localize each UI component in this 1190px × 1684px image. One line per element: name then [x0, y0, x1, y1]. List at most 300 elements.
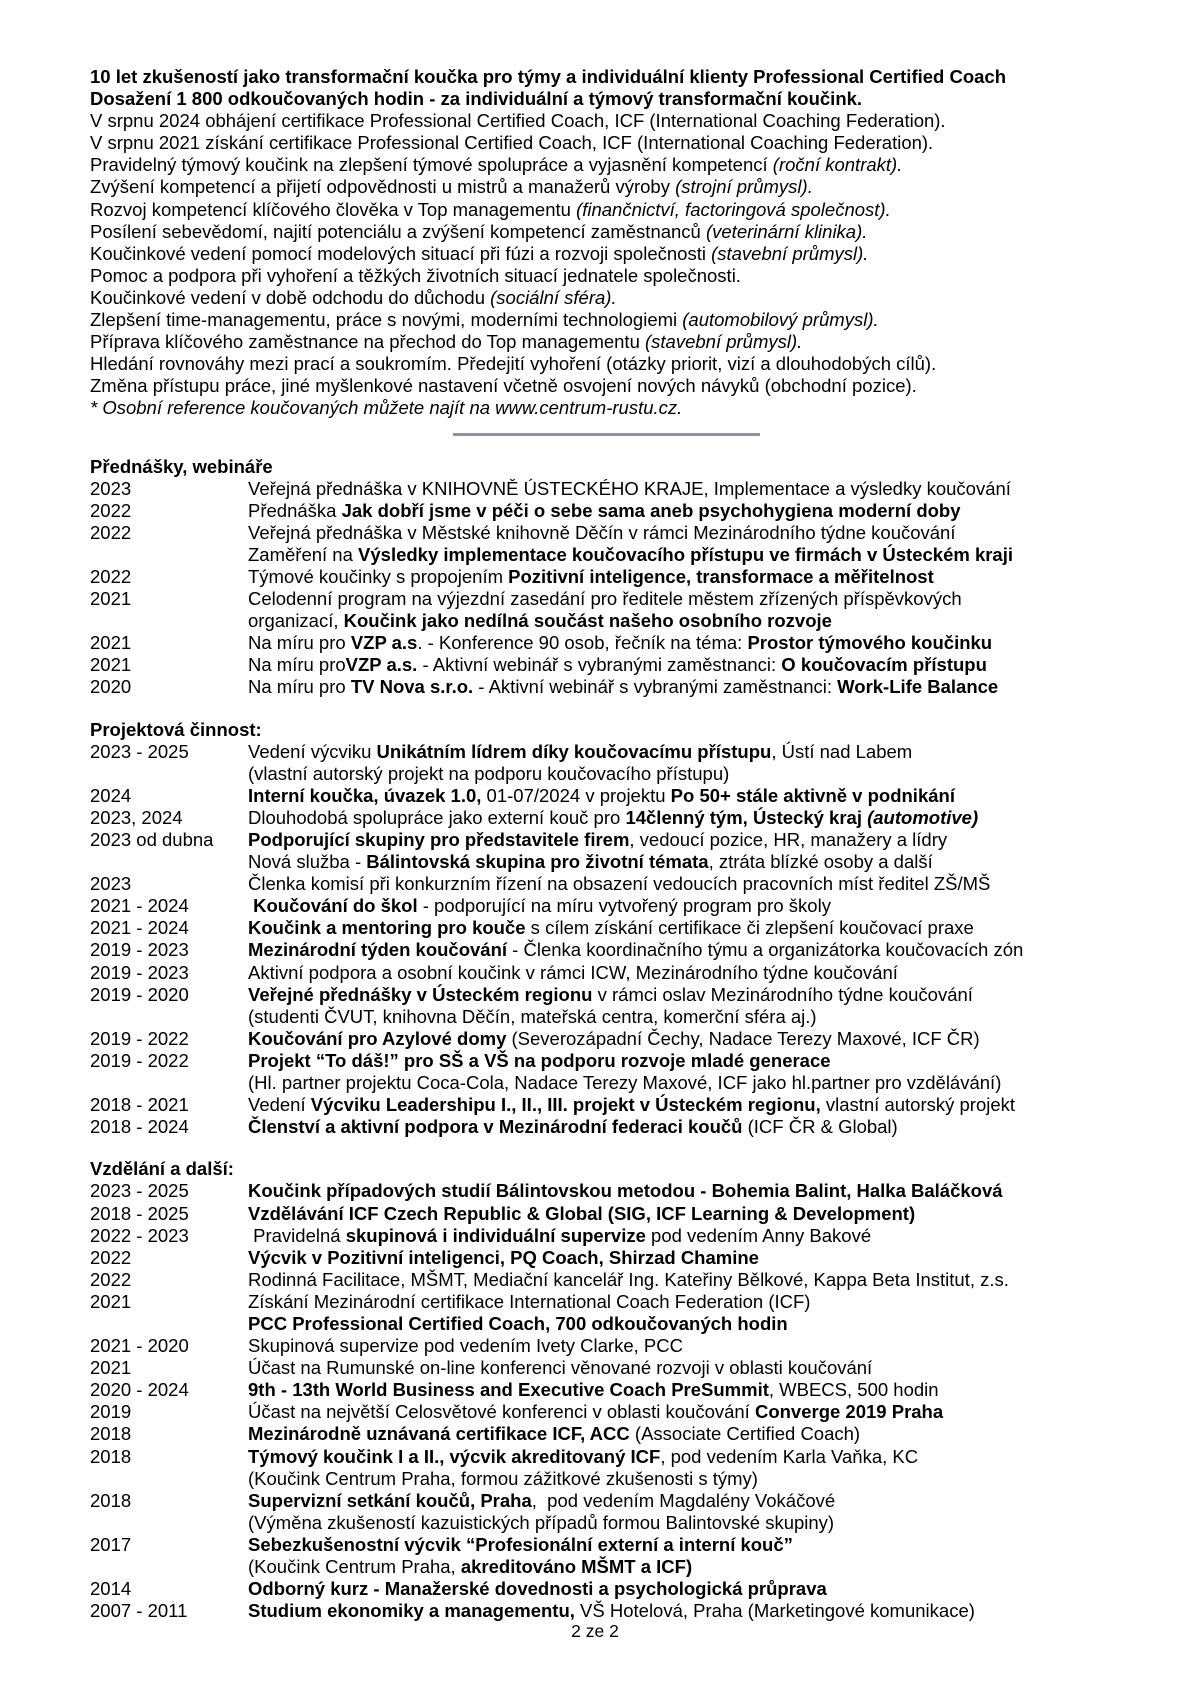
entry-year: 2019 - 2023	[90, 961, 189, 983]
text-segment: Členství a aktivní podpora v Mezinárodní federaci koučů	[248, 1116, 743, 1138]
text-line	[248, 1379, 1154, 1401]
text-segment: Koučování pro Azylové domy	[248, 1027, 507, 1049]
entry-year: 2023	[90, 477, 132, 499]
entry-row	[90, 588, 1154, 632]
entry-row	[90, 895, 1154, 917]
text-segment: Vedení výcviku	[248, 740, 377, 762]
text-segment: Pravidelný týmový koučink na zlepšení týmové spolupráce a vyjasnění kompetencí	[90, 154, 773, 176]
entry-year: 2023	[90, 873, 132, 895]
text-line	[90, 265, 1154, 287]
text-line	[248, 1094, 1154, 1116]
text-segment: , pod vedením Magdalény Vokáčové	[531, 1489, 836, 1511]
section-title: Vzdělání a další:	[90, 1158, 234, 1180]
entry-row	[90, 566, 1154, 588]
entry-year: 2019 - 2022	[90, 1049, 189, 1071]
text-line	[248, 1446, 1154, 1468]
text-line	[248, 1050, 1154, 1072]
text-segment: (sociální sféra).	[490, 286, 617, 308]
text-line	[248, 962, 1154, 984]
text-segment: Na míru pro	[248, 654, 346, 676]
text-segment: Veřejná přednáška v Městské knihovně Děčín v rámci Mezinárodního týdne koučování	[248, 521, 956, 543]
entry-row	[90, 1446, 1154, 1490]
text-line	[248, 566, 1154, 588]
entry-row	[90, 522, 1154, 566]
entry-row	[90, 1401, 1154, 1423]
entry-description	[248, 522, 1154, 566]
entry-row	[90, 962, 1154, 984]
text-segment: Celodenní program na výjezdní zasedání pro ředitele městem zřízených příspěvkových	[248, 588, 962, 610]
entry-description	[248, 1180, 1154, 1202]
text-segment: - podporující na míru vytvořený program pro školy	[417, 895, 831, 917]
text-segment: Dlouhodobá spolupráce jako externí kouč pro	[248, 806, 626, 828]
section-title: Projektová činnost:	[90, 718, 262, 740]
text-line	[248, 610, 1154, 632]
text-segment: Aktivní podpora a osobní koučink v rámci ICW, Mezinárodního týdne koučování	[248, 961, 898, 983]
entry-description	[248, 962, 1154, 984]
text-segment: Zlepšení time-managementu, práce s novými, moderními technologiemi	[90, 309, 683, 331]
text-line	[90, 397, 1154, 419]
entry-year: 2020 - 2024	[90, 1379, 189, 1401]
entry-year: 2021 - 2024	[90, 917, 189, 939]
text-segment: Přednáška	[248, 499, 342, 521]
section	[90, 456, 1154, 699]
text-segment: TV Nova s.r.o.	[350, 676, 474, 698]
entry-year: 2022	[90, 1246, 132, 1268]
text-segment: Účast na Rumunské on-line konferenci věnované rozvoji v oblasti koučování	[248, 1357, 873, 1379]
text-segment: (automobilový průmysl).	[682, 309, 879, 331]
entry-year: 2022 - 2023	[90, 1224, 189, 1246]
entry-description	[248, 1116, 1154, 1138]
text-segment: skupinová i individuální supervize	[345, 1224, 646, 1246]
entry-description	[248, 1247, 1154, 1269]
text-line	[90, 110, 1154, 132]
entry-year: 2019 - 2020	[90, 983, 189, 1005]
entry-row	[90, 917, 1154, 939]
entry-description	[248, 632, 1154, 654]
entry-year: 2020	[90, 676, 132, 698]
text-segment: Koučink a mentoring pro kouče	[248, 917, 526, 939]
entry-year: 2021 - 2020	[90, 1335, 189, 1357]
entry-description	[248, 917, 1154, 939]
entry-description	[248, 1335, 1154, 1357]
text-line	[248, 1180, 1154, 1202]
text-segment: Jak dobří jsme v péči o sebe sama aneb psychohygiena moderní doby	[341, 499, 961, 521]
entry-year: 2019	[90, 1401, 132, 1423]
entry-year: 2019 - 2022	[90, 1027, 189, 1049]
text-segment: PCC Professional Certified Coach, 700 odkoučovaných hodin	[248, 1312, 788, 1334]
entry-row	[90, 939, 1154, 961]
text-segment: Veřejná přednáška v KNIHOVNĚ ÚSTECKÉHO KRAJE, Implementace a výsledky koučování	[248, 477, 1011, 499]
document-page	[90, 66, 1154, 1622]
text-segment: , vedoucí pozice, HR, manažery a lídry	[629, 829, 948, 850]
text-segment: (vlastní autorský projekt na podporu koučovacího přístupu)	[248, 762, 730, 784]
entry-row	[90, 1028, 1154, 1050]
text-segment: Pomoc a podpora při vyhoření a těžkých životních situací jednatele společnosti.	[90, 264, 741, 286]
text-segment: Sebezkušenostní výcvik “Profesionální externí a interní kouč”	[248, 1533, 793, 1555]
entry-year: 2021	[90, 1290, 132, 1312]
entry-row	[90, 1180, 1154, 1202]
text-line	[90, 88, 1154, 110]
entry-row	[90, 1600, 1154, 1622]
text-segment: Bálintovská skupina pro životní témata	[366, 851, 709, 873]
section	[90, 1158, 1154, 1622]
text-segment: Supervizní setkání koučů, Praha	[248, 1489, 532, 1511]
text-segment: , WBECS, 500 hodin	[768, 1379, 939, 1401]
entry-description	[248, 1094, 1154, 1116]
text-segment: Koučinkové vedení pomocí modelových situací při fúzi a rozvoji společnosti	[90, 242, 712, 264]
text-line	[248, 1600, 1154, 1622]
entry-year: 2018	[90, 1445, 132, 1467]
entry-year: 2022	[90, 521, 132, 543]
page-number: 2 ze 2	[571, 1621, 619, 1641]
text-segment: (roční kontrakt).	[772, 154, 903, 176]
text-segment: Posílení sebevědomí, najití potenciálu a zvýšení kompetencí zaměstnanců	[90, 220, 706, 242]
text-segment: - Členka koordinačního týmu a organizátorka koučovacích zón	[507, 939, 1024, 961]
text-segment: V srpnu 2024 obhájení certifikace Professional Certified Coach, ICF (International Coaching Federation).	[90, 110, 946, 132]
text-line	[248, 544, 1154, 566]
entry-row	[90, 1116, 1154, 1138]
text-segment: Podporující skupiny pro představitele firem	[248, 829, 630, 850]
entry-description	[248, 1050, 1154, 1094]
text-line	[248, 1291, 1154, 1313]
text-segment: (stavební průmysl).	[711, 242, 869, 264]
text-segment: Mezinárodně uznávaná certifikace ICF, ACC	[248, 1423, 630, 1445]
text-line	[248, 654, 1154, 676]
text-line	[248, 478, 1154, 500]
text-segment: (ICF ČR & Global)	[742, 1116, 898, 1138]
entry-row	[90, 1247, 1154, 1269]
text-line	[248, 676, 1154, 698]
text-segment: Příprava klíčového zaměstnance na přechod do Top managementu	[90, 331, 645, 353]
text-segment: Výcvik v Pozitivní inteligenci, PQ Coach, Shirzad Chamine	[248, 1246, 759, 1268]
text-segment: Unikátním lídrem díky koučovacímu přístupu	[376, 740, 772, 762]
text-segment: Mezinárodní týden koučování	[248, 939, 508, 961]
entry-description	[248, 785, 1154, 807]
text-segment: Hledání rovnováhy mezi prací a soukromím. Předejití vyhoření (otázky priorit, vizí a dlouhodobých cílů).	[90, 353, 937, 375]
text-line	[90, 176, 1154, 198]
text-segment: Koučink jako nedílná součást našeho osobního rozvoje	[343, 610, 832, 632]
text-line	[248, 1028, 1154, 1050]
text-line	[248, 1225, 1154, 1247]
entry-description	[248, 873, 1154, 895]
text-segment: Work-Life Balance	[837, 676, 999, 698]
text-segment: vlastní autorský projekt	[820, 1094, 1016, 1116]
text-line	[248, 829, 1154, 851]
text-line	[248, 807, 1154, 829]
section-divider	[453, 433, 760, 436]
entry-row	[90, 1291, 1154, 1335]
entry-description	[248, 1291, 1154, 1335]
entry-description	[248, 1446, 1154, 1490]
text-segment: Koučink případových studií Bálintovskou metodou - Bohemia Balint, Halka Baláčková	[248, 1180, 1003, 1202]
text-segment: VZP a.s	[350, 632, 418, 654]
text-line	[90, 66, 1154, 88]
text-segment: Účast na největší Celosvětové konferenci v oblasti koučování	[248, 1401, 755, 1423]
text-segment: - Aktivní webinář s vybranými zaměstnanci:	[473, 676, 838, 698]
entry-row	[90, 1335, 1154, 1357]
text-line	[248, 1072, 1154, 1094]
text-line	[248, 1468, 1154, 1490]
text-segment: Rozvoj kompetencí klíčového člověka v Top managementu	[90, 198, 577, 220]
entry-row	[90, 984, 1154, 1028]
text-line	[248, 984, 1154, 1006]
entry-description	[248, 1534, 1154, 1578]
entry-row	[90, 873, 1154, 895]
text-segment: - Aktivní webinář s vybranými zaměstnanci:	[417, 654, 782, 676]
text-line	[248, 522, 1154, 544]
text-segment: , Ústí nad Labem	[771, 740, 913, 762]
entry-year: 2017	[90, 1533, 132, 1555]
sections	[90, 456, 1154, 1623]
entry-row	[90, 1578, 1154, 1600]
entry-year: 2007 - 2011	[90, 1600, 188, 1622]
text-segment: (Hl. partner projektu Coca-Cola, Nadace Terezy Maxové, ICF jako hl.partner pro vzdělávání)	[248, 1072, 1002, 1094]
text-segment: Converge 2019 Praha	[754, 1401, 944, 1423]
entry-year: 2018 - 2024	[90, 1116, 189, 1138]
entry-row	[90, 807, 1154, 829]
text-line	[248, 1556, 1154, 1578]
entry-year: 2022	[90, 499, 132, 521]
text-segment: Týmové koučinky s propojením	[248, 565, 509, 587]
text-segment: Studium ekonomiky a managementu,	[248, 1600, 575, 1622]
text-line	[248, 1247, 1154, 1269]
text-line	[248, 1203, 1154, 1225]
text-segment: organizací,	[248, 610, 344, 632]
text-line	[248, 1116, 1154, 1138]
text-segment: (veterinární klinika).	[705, 220, 868, 242]
text-line	[248, 588, 1154, 610]
text-line	[90, 309, 1154, 331]
text-segment: Zaměření na	[248, 543, 359, 565]
text-segment: Veřejné přednášky v Ústeckém regionu	[248, 983, 593, 1005]
entry-row	[90, 500, 1154, 522]
entry-row	[90, 1225, 1154, 1247]
entry-year: 2023 - 2025	[90, 1180, 189, 1202]
text-segment: , pod vedením Karla Vaňka, KC	[660, 1445, 919, 1467]
entry-row	[90, 478, 1154, 500]
entry-description	[248, 566, 1154, 588]
text-segment: Po 50+ stále aktivně v podnikání	[670, 784, 955, 806]
entry-row	[90, 676, 1154, 698]
entry-description	[248, 654, 1154, 676]
entry-description	[248, 1203, 1154, 1225]
text-line	[90, 287, 1154, 309]
text-segment: Na míru pro	[248, 676, 351, 698]
entry-description	[248, 588, 1154, 632]
entry-description	[248, 1423, 1154, 1445]
entry-year: 2022	[90, 565, 132, 587]
entry-row	[90, 1534, 1154, 1578]
text-line	[248, 1578, 1154, 1600]
text-segment: akreditováno MŠMT a ICF)	[460, 1556, 693, 1577]
entry-description	[248, 478, 1154, 500]
entry-year: 2014	[90, 1578, 132, 1600]
text-line	[248, 500, 1154, 522]
text-segment: Týmový koučink I a II., výcvik akreditovaný ICF	[248, 1445, 661, 1467]
text-segment: pod vedením Anny Bakové	[645, 1224, 872, 1246]
text-line	[248, 1490, 1154, 1512]
text-line	[248, 1335, 1154, 1357]
text-line	[248, 873, 1154, 895]
text-segment: Zvýšení kompetencí a přijetí odpovědnosti u mistrů a manažerů výroby	[90, 176, 676, 198]
text-line	[90, 353, 1154, 375]
text-line	[248, 763, 1154, 785]
entry-description	[248, 939, 1154, 961]
text-segment: Nová služba -	[248, 851, 367, 873]
entry-year: 2018 - 2021	[90, 1094, 189, 1116]
entry-description	[248, 1357, 1154, 1379]
text-segment: Rodinná Facilitace, MŠMT, Mediační kancelář Ing. Kateřiny Bělkové, Kappa Beta Institut, z.s.	[248, 1268, 1009, 1290]
entry-row	[90, 1357, 1154, 1379]
entry-description	[248, 1600, 1154, 1622]
entry-year: 2021 - 2024	[90, 895, 189, 917]
text-segment: (strojní průmysl).	[675, 176, 813, 198]
text-segment: 14členný tým, Ústecký kraj	[625, 806, 868, 828]
text-segment: Koučinkové vedení v době odchodu do důchodu	[90, 286, 491, 308]
text-line	[248, 1401, 1154, 1423]
text-segment: (automotive)	[867, 806, 979, 828]
entry-row	[90, 1050, 1154, 1094]
text-segment: (studenti ČVUT, knihovna Děčín, mateřská centra, komerční sféra aj.)	[248, 1005, 817, 1027]
text-segment: 01-07/2024 v projektu	[481, 784, 671, 806]
text-segment: Vzdělávání ICF Czech Republic & Global (SIG, ICF Learning & Development)	[248, 1202, 916, 1224]
text-segment: * Osobní reference koučovaných můžete najít na www.centrum-rustu.cz.	[90, 397, 683, 419]
text-segment: V srpnu 2021 získání certifikace Professional Certified Coach, ICF (International Coaching Federation).	[90, 132, 934, 154]
text-line	[248, 1006, 1154, 1028]
entry-description	[248, 895, 1154, 917]
entry-description	[248, 807, 1154, 829]
entry-year: 2018	[90, 1423, 132, 1445]
entry-year: 2018 - 2025	[90, 1202, 189, 1224]
entry-row	[90, 1490, 1154, 1534]
entry-row	[90, 741, 1154, 785]
text-segment: (Koučink Centrum Praha, formou zážitkové zkušenosti s týmy)	[248, 1467, 758, 1489]
text-segment: Výsledky implementace koučovacího přístupu ve firmách v Ústeckém kraji	[358, 543, 1014, 565]
text-segment: Koučování do škol	[253, 895, 418, 917]
text-segment: Skupinová supervize pod vedením Ivety Clarke, PCC	[248, 1335, 683, 1357]
text-segment: (Associate Certified Coach)	[629, 1423, 861, 1445]
entry-row	[90, 654, 1154, 676]
entry-description	[248, 676, 1154, 698]
entry-year: 2023, 2024	[90, 806, 183, 828]
entry-description	[248, 984, 1154, 1028]
text-line	[248, 1269, 1154, 1291]
section	[90, 719, 1154, 1139]
entry-description	[248, 1225, 1154, 1247]
text-line	[248, 785, 1154, 807]
text-segment: Členka komisí při konkurzním řízení na obsazení vedoucích pracovních míst ředitel ZŠ/MŠ	[248, 873, 991, 895]
text-segment: 9th - 13th World Business and Executive Coach PreSummit	[248, 1379, 769, 1401]
entry-row	[90, 829, 1154, 873]
text-segment: v rámci oslav Mezinárodního týdne koučování	[592, 983, 973, 1005]
text-segment: Získání Mezinárodní certifikace International Coach Federation (ICF)	[248, 1290, 811, 1312]
text-segment: (Severozápadní Čechy, Nadace Terezy Maxové, ICF ČR)	[506, 1027, 980, 1049]
entry-year: 2021	[90, 1357, 132, 1379]
entry-row	[90, 1269, 1154, 1291]
text-line	[248, 851, 1154, 873]
text-line	[248, 632, 1154, 654]
entry-row	[90, 785, 1154, 807]
text-segment: Dosažení 1 800 odkoučovaných hodin - za individuální a týmový transformační koučink.	[90, 88, 863, 110]
text-segment: Pravidelná	[248, 1224, 346, 1246]
text-segment: VZP a.s.	[345, 654, 418, 676]
entry-description	[248, 1578, 1154, 1600]
text-segment: Pozitivní inteligence, transformace a měřitelnost	[508, 565, 934, 587]
text-segment: VŠ Hotelová, Praha (Marketingové komunikace)	[574, 1600, 975, 1622]
text-segment: (finančnictví, factoringová společnost).	[576, 198, 891, 220]
text-line	[248, 1534, 1154, 1556]
entry-year: 2023 od dubna	[90, 829, 214, 850]
text-line	[90, 375, 1154, 397]
entry-description	[248, 1490, 1154, 1534]
entry-year: 2018	[90, 1489, 132, 1511]
entry-row	[90, 632, 1154, 654]
text-line	[90, 199, 1154, 221]
text-line	[90, 243, 1154, 265]
entry-row	[90, 1094, 1154, 1116]
text-segment: (Koučink Centrum Praha,	[248, 1556, 461, 1577]
entry-year: 2024	[90, 784, 132, 806]
text-segment: 10 let zkušeností jako transformační koučka pro týmy a individuální klienty Professional Certified Coach	[90, 66, 1007, 87]
entry-year: 2021	[90, 654, 132, 676]
text-line	[90, 221, 1154, 243]
text-line	[90, 154, 1154, 176]
text-line	[248, 1512, 1154, 1534]
entry-description	[248, 741, 1154, 785]
entry-year: 2021	[90, 588, 132, 610]
text-segment: . - Konference 90 osob, řečník na téma:	[417, 632, 748, 654]
entry-year: 2021	[90, 632, 132, 654]
intro-block	[90, 66, 1154, 420]
section-title: Přednášky, webináře	[90, 455, 273, 477]
entry-row	[90, 1379, 1154, 1401]
text-line	[248, 1313, 1154, 1335]
text-segment: Projekt “To dáš!” pro SŠ a VŠ na podporu rozvoje mladé generace	[248, 1049, 831, 1071]
text-line	[248, 895, 1154, 917]
entry-description	[248, 1028, 1154, 1050]
text-segment: Změna přístupu práce, jiné myšlenkové nastavení včetně osvojení nových návyků (obchodní pozice).	[90, 375, 917, 397]
entry-year: 2023 - 2025	[90, 740, 189, 762]
text-line	[248, 917, 1154, 939]
text-segment: Prostor týmového koučinku	[747, 632, 993, 654]
entry-description	[248, 1401, 1154, 1423]
text-line	[248, 939, 1154, 961]
entry-year: 2019 - 2023	[90, 939, 189, 961]
text-segment: O koučovacím přístupu	[781, 654, 987, 676]
text-segment: Interní koučka, úvazek 1.0,	[248, 784, 482, 806]
text-line	[248, 1423, 1154, 1445]
text-line	[90, 132, 1154, 154]
text-line	[248, 1357, 1154, 1379]
text-segment: (Výměna zkušeností kazuistických případů formou Balintovské skupiny)	[248, 1511, 835, 1533]
text-segment: s cílem získání certifikace či zlepšení koučovací praxe	[525, 917, 974, 939]
text-line	[90, 331, 1154, 353]
text-segment: Odborný kurz - Manažerské dovednosti a psychologická průprava	[248, 1578, 827, 1600]
text-segment: (stavební průmysl).	[645, 331, 803, 353]
entry-description	[248, 1269, 1154, 1291]
text-segment: Výcviku Leadershipu I., II., III. projekt v Ústeckém regionu,	[310, 1094, 821, 1116]
entry-year: 2022	[90, 1268, 132, 1290]
entry-row	[90, 1203, 1154, 1225]
text-segment: Na míru pro	[248, 632, 351, 654]
text-line	[248, 741, 1154, 763]
text-segment: Vedení	[248, 1094, 311, 1116]
entry-description	[248, 500, 1154, 522]
entry-description	[248, 829, 1154, 873]
entry-description	[248, 1379, 1154, 1401]
entry-row	[90, 1423, 1154, 1445]
text-segment: , ztráta blízké osoby a další	[708, 851, 933, 873]
